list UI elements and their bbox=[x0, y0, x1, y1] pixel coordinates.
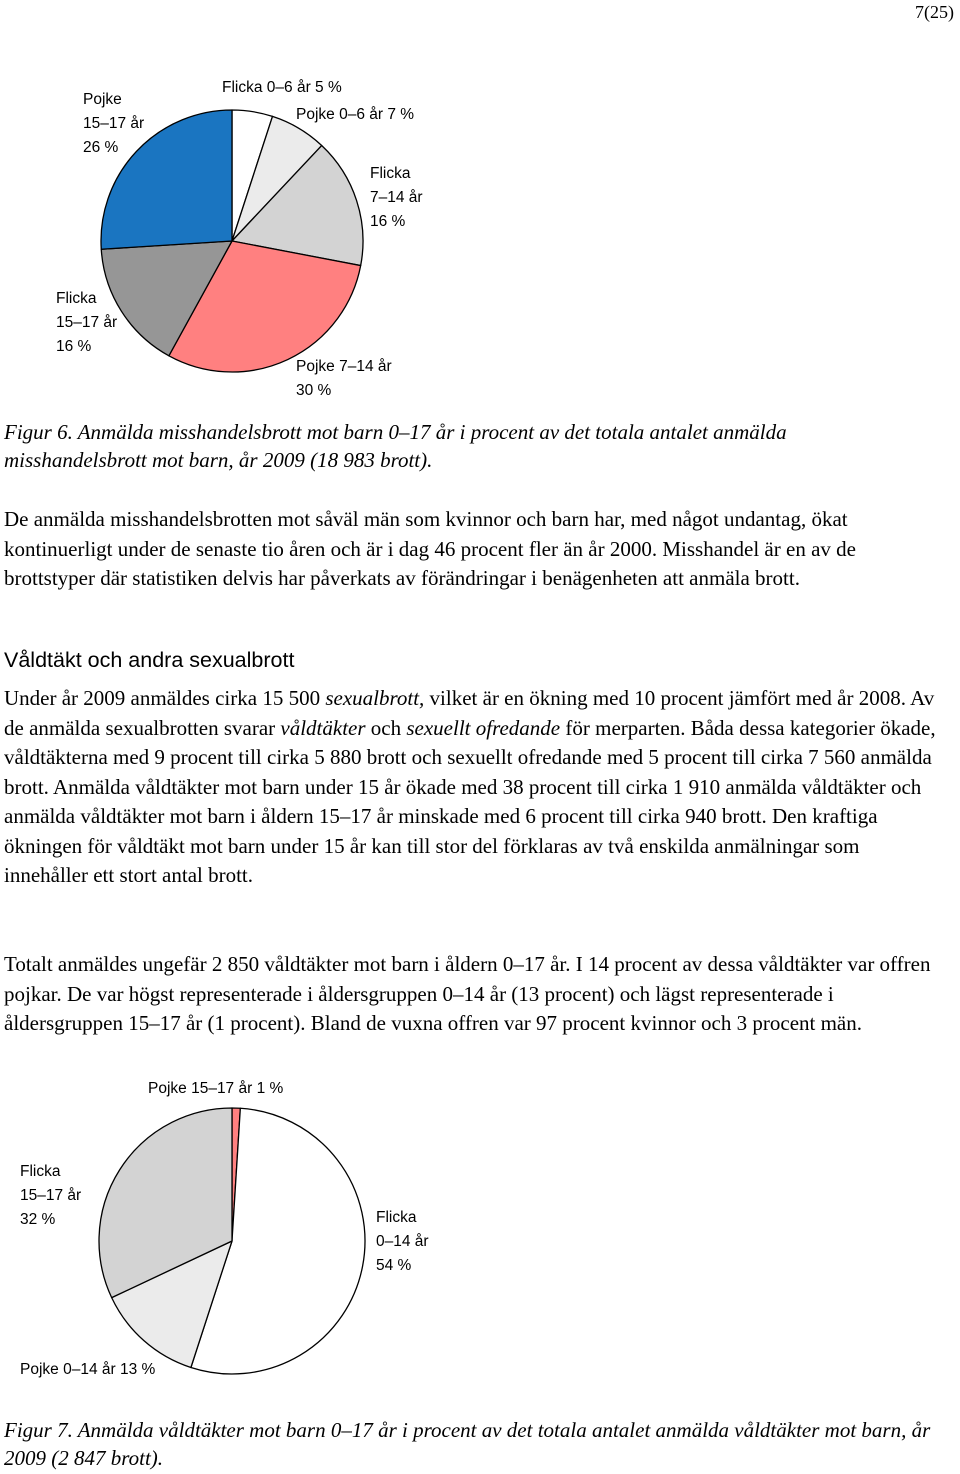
label-flicka-0-6: Flicka 0–6 år 5 % bbox=[222, 79, 342, 96]
label-flicka-15-17-b-line3: 32 % bbox=[20, 1211, 56, 1228]
label-pojke-0-14: Pojke 0–14 år 13 % bbox=[20, 1361, 156, 1378]
label-flicka-0-14-line1: Flicka bbox=[376, 1209, 417, 1226]
label-flicka-0-14 bbox=[376, 1206, 429, 1278]
label-pojke-15-17-line1: Pojke bbox=[83, 91, 122, 108]
paragraph-misshandel: De anmälda misshandelsbrotten mot såväl män som kvinnor och barn har, med något undantag, ökat kontinuerligt under de senaste tio åren och är i dag 46 procent fler än år 2000. Misshandel är en av de brottstyper där statistiken delvis har påverkats av förändringar i benägenheten att anmäla brott. bbox=[4, 507, 856, 590]
paragraph-valdtakt-barn: Totalt anmäldes ungefär 2 850 våldtäkter mot barn i åldern 0–17 år. I 14 procent av dessa våldtäkter var offren pojkar. De var högst representerade i åldersgruppen 0–14 år (13 procent) och lägst representerade i åldersgruppen 15–17 år (1 procent). Bland de vuxna offren var 97 procent kvinnor och 3 procent män. bbox=[4, 952, 931, 1035]
label-flicka-7-14-line3: 16 % bbox=[370, 213, 406, 230]
label-pojke-15-17-line2: 15–17 år bbox=[83, 115, 145, 132]
label-pojke-0-6: Pojke 0–6 år 7 % bbox=[296, 106, 415, 123]
label-flicka-7-14-line2: 7–14 år bbox=[370, 189, 423, 206]
page-number: 7(25) bbox=[915, 2, 954, 22]
label-flicka-15-17-line2: 15–17 år bbox=[56, 314, 118, 331]
label-flicka-15-17-line3: 16 % bbox=[56, 338, 92, 355]
figure6-caption: Figur 6. Anmälda misshandelsbrott mot barn 0–17 år i procent av det totala antalet anmälda misshandelsbrott mot barn, år 2009 (18 983 brott). bbox=[4, 420, 787, 472]
p2-term-sexualbrott: sexualbrott, bbox=[325, 686, 425, 710]
p2-text-g: för merparten. Båda dessa kategorier ökade, våldtäkterna med 9 procent till cirka 5 880 brott och sexuellt ofredande med 5 procent till cirka 7 560 anmälda brott. Anmälda våldtäkter mot barn under 15 år ökade med 38 procent till cirka 1 910 anmälda våldtäkter och anmälda våldtäkter mot barn i åldern 15–17 år minskade med 6 procent till cirka 940 brott. Den kraftiga ökningen för våldtäkt mot barn under 15 år kan till stor del förklaras av två enskilda anmälningar som innehåller ett stort antal brott. bbox=[4, 715, 936, 887]
label-pojke-7-14 bbox=[296, 355, 392, 403]
figure7-pie-chart bbox=[0, 1070, 520, 1390]
label-pojke-7-14-line2: 30 % bbox=[296, 382, 332, 399]
p2-text-a: Under år 2009 anmäldes cirka 15 500 bbox=[4, 686, 326, 710]
p2-term-sexuellt-ofredande: sexuellt ofredande bbox=[406, 715, 561, 740]
label-pojke-15-17-line3: 26 % bbox=[83, 139, 119, 156]
label-pojke-15-17 bbox=[83, 88, 144, 160]
p2-term-valdtakter: våldtäkter bbox=[280, 715, 366, 740]
label-pojke-7-14-line1: Pojke 7–14 år bbox=[296, 358, 392, 375]
label-flicka-15-17-b-line2: 15–17 år bbox=[20, 1187, 82, 1204]
label-flicka-7-14 bbox=[370, 162, 423, 234]
label-flicka-15-17-b-line1: Flicka bbox=[20, 1163, 61, 1180]
p2-text-e: och bbox=[365, 715, 407, 740]
label-flicka-0-14-line2: 0–14 år bbox=[376, 1233, 429, 1250]
figure6-pie-chart bbox=[0, 60, 520, 410]
label-flicka-15-17-b bbox=[20, 1160, 81, 1232]
figure7-caption: Figur 7. Anmälda våldtäkter mot barn 0–17 år i procent av det totala antalet anmälda våldtäkter mot barn, år 2009 (2 847 brott). bbox=[4, 1418, 931, 1470]
label-flicka-15-17-line1: Flicka bbox=[56, 290, 97, 307]
paragraph-sexualbrott bbox=[4, 684, 939, 891]
label-pojke-15-17-b: Pojke 15–17 år 1 % bbox=[148, 1080, 284, 1097]
section-heading: Våldtäkt och andra sexualbrott bbox=[4, 648, 295, 672]
p2-text-c: vilket är en ökning med 10 procent jämfört med år 2008. Av de anmälda sexualbrotten svarar bbox=[4, 686, 935, 740]
label-flicka-7-14-line1: Flicka bbox=[370, 165, 411, 182]
label-flicka-0-14-line3: 54 % bbox=[376, 1257, 412, 1274]
label-flicka-15-17 bbox=[56, 287, 117, 359]
